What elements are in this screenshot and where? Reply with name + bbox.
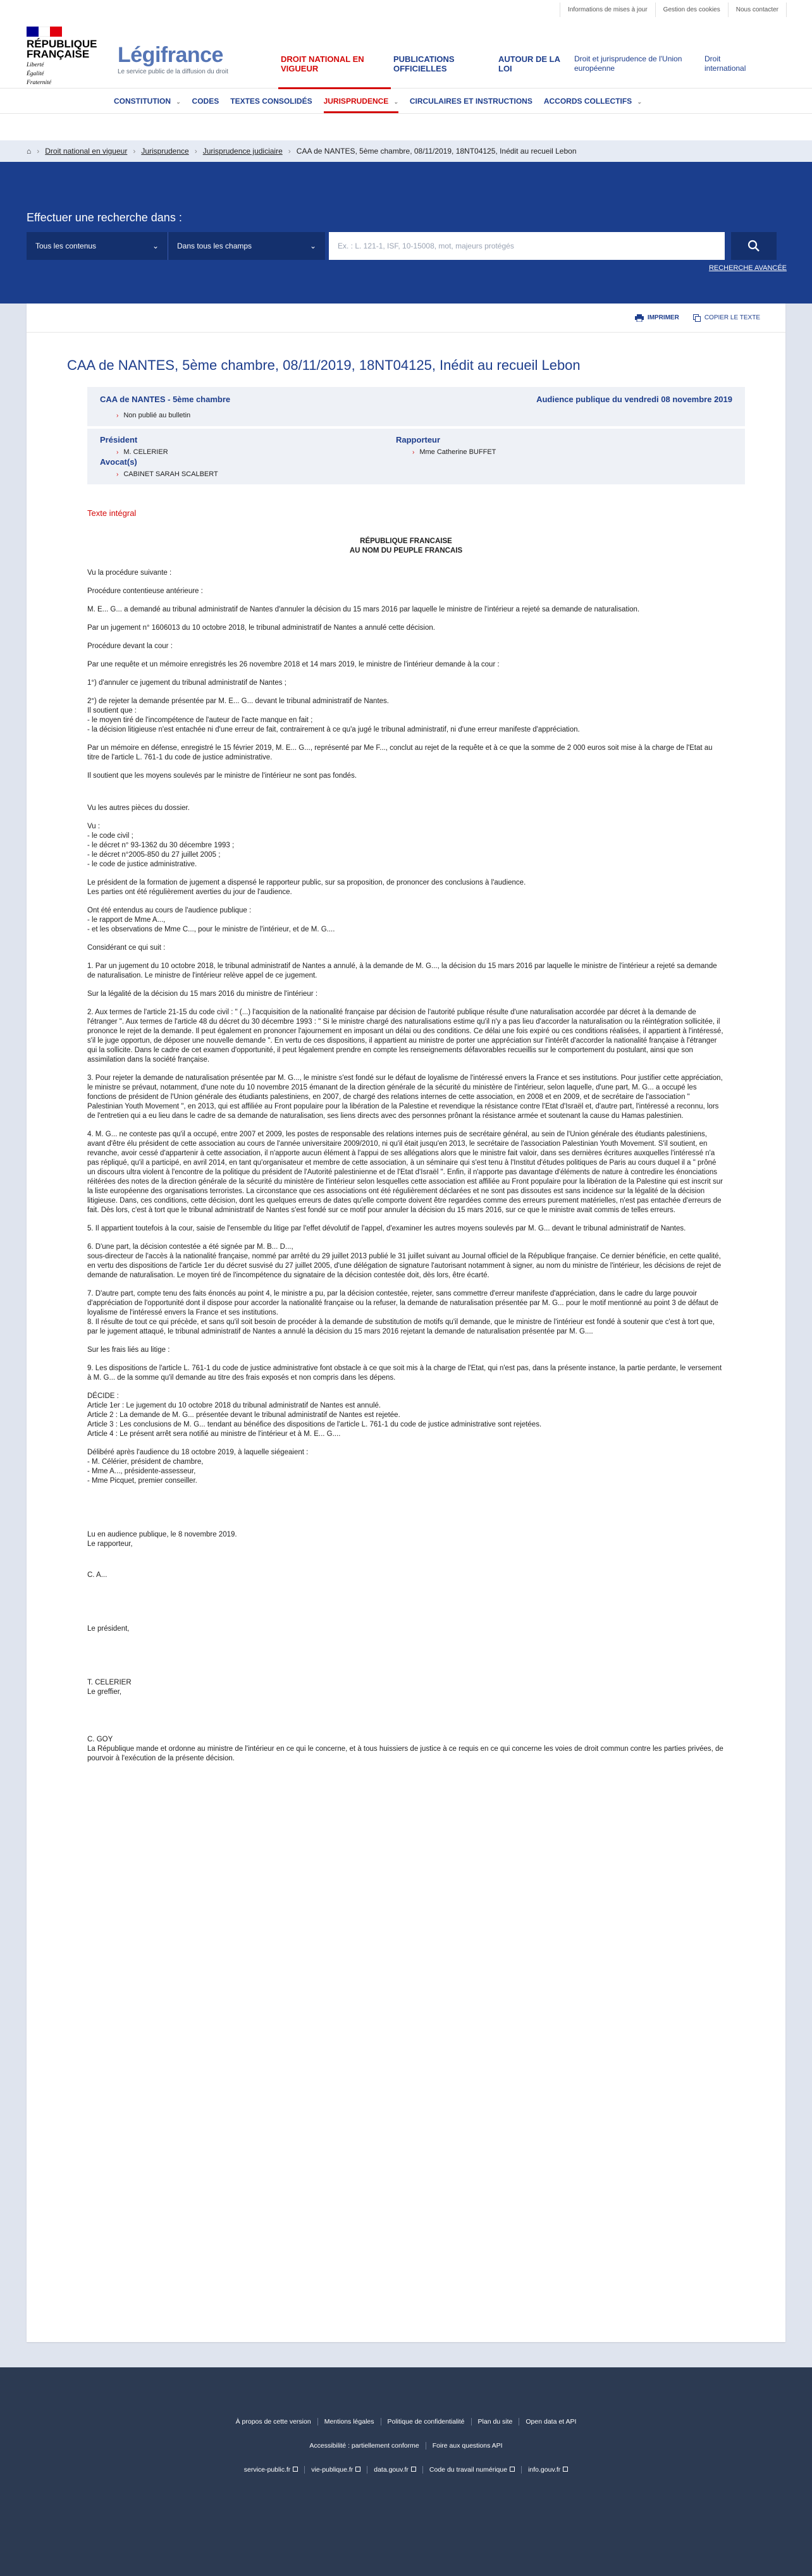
- search-input[interactable]: Ex. : L. 121-1, ISF, 10-15008, mot, majeurs protégés: [329, 232, 725, 260]
- brand[interactable]: [118, 43, 228, 75]
- external-link-icon: [355, 2467, 360, 2472]
- nav-autour-loi[interactable]: AUTOUR DE LA LOI: [498, 54, 560, 73]
- search-button[interactable]: [731, 232, 777, 260]
- chevron-right-icon: ›: [412, 449, 415, 456]
- page-title: CAA de NANTES, 5ème chambre, 08/11/2019, 18NT04125, Inédit au recueil Lebon: [67, 357, 581, 373]
- texte-integral-label: Texte intégral: [87, 508, 137, 518]
- updates-link[interactable]: Informations de mises à jour: [560, 3, 656, 17]
- search-title: Effectuer une recherche dans :: [27, 211, 182, 224]
- breadcrumb-separator: ›: [37, 147, 40, 156]
- paragraph: Considérant ce qui suit :: [87, 944, 166, 952]
- breadcrumb-separator: ›: [288, 147, 291, 156]
- republique-francaise-logo[interactable]: [27, 27, 97, 86]
- rapporteur-name: Mme Catherine BUFFET: [419, 448, 496, 456]
- subnav-textes-label: TEXTES CONSOLIDÉS: [230, 96, 312, 106]
- paragraph: 1°) d'annuler ce jugement du tribunal administratif de Nantes ;: [87, 679, 286, 687]
- breadcrumb: [0, 140, 812, 162]
- avocat-label: Avocat(s): [100, 457, 137, 467]
- flag-icon: [27, 27, 62, 37]
- paragraph: 7. D'autre part, compte tenu des faits énoncés au point 4, le ministre a pu, par la décision contestée, rejeter, sans commettre d'erreur manifeste d'appréciation, dans le cadre du large pouvoir d'appréciation de l'opportunité dont il dispose pour accorder la nationalité française ou la refuser, la demande de naturalisation présentée par M. G... pour le motif mentionné au point 3 de défaut de loyalisme de l'intéressé envers la France et ses institutions. 8. Il résulte de tout ce qui précède, et sans qu'il soit besoin de procéder à la demande de substitution de motifs qu'il demande, que le ministre de l'intérieur est fondé à soutenir que c'est à tort que, par le jugement attaqué, le tribunal administratif de Nantes a annulé la décision du 15 mars 2016 rejetant la demande de naturalisation présentée par M. G....: [87, 1290, 718, 1335]
- site-footer: [0, 2367, 812, 2576]
- content-scope-value: Tous les contenus: [35, 242, 97, 250]
- partner-link[interactable]: [305, 2466, 367, 2474]
- paragraph: Il soutient que les moyens soulevés par le ministre de l'intérieur ne sont pas fondés.: [87, 772, 357, 780]
- header-peuple: AU NOM DU PEUPLE FRANCAIS: [349, 547, 463, 555]
- advanced-search-link[interactable]: RECHERCHE AVANCÉE: [708, 264, 787, 272]
- paragraph: 9. Les dispositions de l'article L. 761-1 du code de justice administrative font obstacle à ce que soit mis à la charge de l'Etat, qui n'est pas, dans la présente instance, la partie perdante, le versement à M. G... de la somme qu'il demande au titre des frais exposés et non compris dans les dépens.: [87, 1365, 722, 1382]
- external-link-icon: [411, 2467, 416, 2472]
- rapporteur-block: [396, 435, 496, 460]
- contact-link[interactable]: Nous contacter: [728, 3, 787, 17]
- paragraph: Délibéré après l'audience du 18 octobre 2019, à laquelle siégeaient : - M. Célérier, président de chambre, - Mme A..., présidente-assesseur, - Mme Picquet, premier conseiller.: [87, 1449, 309, 1485]
- footer-link[interactable]: Plan du site: [472, 2418, 520, 2426]
- rf-name-line2: FRANÇAISE: [27, 48, 90, 60]
- brand-title: Légifrance: [118, 43, 223, 67]
- top-links-bar: [0, 0, 812, 19]
- paragraph: Procédure devant la cour :: [87, 642, 173, 650]
- subnav-codes-label: CODES: [192, 96, 219, 106]
- breadcrumb-jurisprudence-judiciaire[interactable]: Jurisprudence judiciaire: [202, 147, 283, 156]
- paragraph: Le président de la formation de jugement a dispensé le rapporteur public, sur sa proposition, de prononcer des conclusions à l'audience. Les parties ont été régulièrement averties du jour de l'audience.: [87, 879, 526, 896]
- chevron-down-icon: ⌄: [637, 98, 642, 105]
- partner-link[interactable]: [238, 2466, 305, 2474]
- document-number: C. GOY La République mande et ordonne au ministre de l'intérieur en ce qui le concerne, et à tous huissiers de justice à ce requis en ce qui concerne les voies de droit commun contre les parties privées, de pourvoir à l'exécution de la présente décision.: [87, 1736, 723, 1762]
- chevron-right-icon: ›: [116, 471, 119, 478]
- search-panel: [0, 162, 812, 304]
- signature-greffier: T. CELERIER Le greffier,: [87, 1679, 132, 1696]
- bulletin-status: [100, 412, 732, 419]
- decision-meta: [87, 387, 745, 426]
- partner-label: Code du travail numérique: [429, 2466, 508, 2474]
- rf-name-line1: RÉPUBLIQUE: [27, 38, 97, 50]
- brand-subtitle: Le service public de la diffusion du droit: [118, 68, 228, 75]
- paragraph: Par une requête et un mémoire enregistrés les 26 novembre 2018 et 14 mars 2019, le ministre de l'intérieur demande à la cour :: [87, 661, 500, 668]
- footer-link[interactable]: Politique de confidentialité: [381, 2418, 472, 2426]
- paragraph: DÉCIDE : Article 1er : Le jugement du 10 octobre 2018 du tribunal administratif de Nantes est annulé. Article 2 : La demande de M. G... présentée devant le tribunal administratif de Nantes est rejetée. Article 3 : Les conclusions de M. G... tendant au bénéfice des dispositions de l'article L. 761-1 du code de justice administrative sont rejetées. Article 4 : Le présent arrêt sera notifié au ministre de l'intérieur et à M. E... G....: [87, 1392, 542, 1438]
- paragraph: Vu les autres pièces du dossier.: [87, 804, 190, 812]
- footer-link[interactable]: Foire aux questions API: [432, 2442, 503, 2450]
- field-scope-select[interactable]: [168, 232, 325, 260]
- rf-motto-egalite: Égalité: [27, 71, 44, 77]
- subnav-circulaires[interactable]: [410, 89, 532, 113]
- president-label: Président: [100, 435, 138, 445]
- paragraph: M. E... G... a demandé au tribunal administratif de Nantes d'annuler la décision du 15 mars 2016 par laquelle le ministre de l'intérieur a rejeté sa demande de naturalisation.: [87, 606, 640, 613]
- bulletin-label: Non publié au bulletin: [123, 412, 191, 419]
- site-header: [0, 19, 812, 89]
- decision-text: [87, 537, 725, 1763]
- signature-president: Le président,: [87, 1625, 130, 1633]
- nav-droit-national[interactable]: DROIT NATIONAL EN VIGUEUR: [278, 43, 391, 89]
- subnav-accords-label: ACCORDS COLLECTIFS: [543, 96, 632, 106]
- copy-text-button[interactable]: [693, 314, 760, 322]
- breadcrumb-current: CAA de NANTES, 5ème chambre, 08/11/2019, 18NT04125, Inédit au recueil Lebon: [296, 147, 577, 156]
- decision-header: [87, 537, 725, 556]
- avocat-name: CABINET SARAH SCALBERT: [123, 470, 218, 478]
- print-icon: [635, 314, 644, 322]
- paragraph: Vu la procédure suivante :: [87, 569, 172, 577]
- footer-link[interactable]: À propos de cette version: [230, 2418, 318, 2426]
- paragraph: 4. M. G... ne conteste pas qu'il a occupé, entre 2007 et 2009, les postes de responsable des relations internes puis de secrétaire général, au sein de l'Union générale des étudiants palestiniens, avant d'être élu président de cette association au cours de l'année universitaire 2009/2010, ni qu'il était jusqu'en 2013, le secrétaire de l'association Palestinian Youth Movement. S'il soutient, en revanche, avoir cessé d'appartenir à cette association, il n'apporte aucun élément à l'appui de ses allégations alors que le ministre fait valoir, dans ses dernières écritures auxquelles l'intéressé n'a pas répliqué, qu'il a participé, en avril 2014, en tant qu'organisateur et membre de cette association, à un séminaire qui s'est tenu à l'Institut d'études politiques de Paris au cours duquel il a " prôné un discours ultra violent à l'encontre de la politique du président de l'Autorité palestinienne et de l'Etat d'Israël ". Enfin, il n'apporte pas davantage d'éléments de nature à contredire les énonciations réitérées des notes de la direction générale de la sécurité du ministère de l'intérieur selon lesquelles cette association est affiliée au Front populaire pour la libération de la Palestine qui est inscrit sur la liste européenne des organisations terroristes. La circonstance que ces associations ont été régulièrement déclarées et ne sont pas dissoutes est sans incidence sur la légalité de la décision litigieuse. Dans, ces conditions, cette décision, dont les quelques erreurs de dates qu'elle comporte doivent être regardées comme des erreurs purement matérielles, n'est pas entachée d'erreurs de fait. Dès lors, c'est à tort que le tribunal administratif de Nantes s'est fondé sur ce motif pour annuler la décision du 15 mars 2016, sur ce que le ministre avait commis de telles erreurs.: [87, 1131, 723, 1214]
- paragraph: 2. Aux termes de l'article 21-15 du code civil : " (...) l'acquisition de la nationalité française par décision de l'autorité publique résulte d'une naturalisation accordée par décret à la demande de l'étranger ". Aux termes de l'article 48 du décret du 30 décembre 1993 : " Si le ministre chargé des naturalisations estime qu'il n'y a pas lieu d'accorder la naturalisation ou la réintégration sollicitée, il prononce le rejet de la demande. Il peut également en prononcer l'ajournement en imposant un délai ou des conditions. Ce délai une fois expiré ou ces conditions réalisées, il appartient à l'intéressé, s'il le juge opportun, de déposer une nouvelle demande ". En vertu de ces dispositions, il appartient au ministre de porter une appréciation sur l'intérêt d'accorder la nationalité française à l'étranger qui la sollicite. Dans le cadre de cet examen d'opportunité, il peut légalement prendre en compte les renseignements défavorables recueillis sur le comportement du postulant, ainsi que son assimilation dans la société française.: [87, 1009, 723, 1064]
- avocat-value: [100, 470, 732, 478]
- paragraph: 1. Par un jugement du 10 octobre 2018, le tribunal administratif de Nantes a annulé, à la demande de M. G..., la décision du 15 mars 2016 par laquelle le ministre de l'intérieur a rejeté sa demande de naturalisation. Le ministre de l'intérieur relève appel de ce jugement.: [87, 962, 717, 979]
- decision-people: [87, 429, 745, 484]
- subnav-constitution-label: CONSTITUTION: [114, 96, 171, 106]
- footer-link[interactable]: Mentions légales: [318, 2418, 381, 2426]
- paragraph: Sur les frais liés au litige :: [87, 1346, 170, 1354]
- chevron-down-icon: ⌄: [152, 242, 159, 250]
- paragraph: 5. Il appartient toutefois à la cour, saisie de l'ensemble du litige par l'effet dévolutif de l'appel, d'examiner les autres moyens soulevés par M. G... devant le tribunal administratif de Nantes.: [87, 1225, 686, 1232]
- nav-union-europeenne[interactable]: Droit et jurisprudence de l'Union européenne: [574, 54, 682, 73]
- chevron-right-icon: ›: [116, 449, 119, 456]
- external-link-icon: [563, 2467, 568, 2472]
- partner-label: info.gouv.fr: [528, 2466, 561, 2474]
- content-area: [0, 304, 812, 2367]
- document-actions: [27, 304, 785, 333]
- footer-link[interactable]: Accessibilité : partiellement conforme: [303, 2442, 426, 2450]
- paragraph: Par un mémoire en défense, enregistré le 15 février 2019, M. E... G..., représenté par Me F..., conclut au rejet de la requête et à ce que la somme de 2 000 euros soit mise à la charge de l'Etat au titre de l'article L. 761-1 du code de justice administrative.: [87, 744, 713, 761]
- subnav-accords[interactable]: [544, 89, 642, 113]
- partner-label: vie-publique.fr: [311, 2466, 354, 2474]
- search-icon: [747, 240, 760, 252]
- content-scope-select[interactable]: [27, 232, 168, 260]
- partner-link[interactable]: [367, 2466, 423, 2474]
- external-link-icon: [510, 2467, 515, 2472]
- signature-rapporteur: Lu en audience publique, le 8 novembre 2019. Le rapporteur,: [87, 1531, 237, 1548]
- home-icon[interactable]: ⌂: [27, 147, 32, 156]
- signature-president-label: C. A...: [87, 1571, 108, 1579]
- partner-link[interactable]: [522, 2466, 574, 2474]
- hearing-date: Audience publique du vendredi 08 novembre 2019: [536, 395, 732, 404]
- footer-partner-links: [0, 2466, 812, 2474]
- sub-nav: [0, 89, 812, 114]
- external-link-icon: [293, 2467, 298, 2472]
- paragraph: Procédure contentieuse antérieure :: [87, 587, 203, 595]
- chevron-down-icon: ⌄: [393, 98, 398, 105]
- main-nav: [278, 43, 763, 89]
- search-row: [27, 232, 785, 260]
- chevron-down-icon: ⌄: [176, 98, 181, 105]
- rf-motto-liberte: Liberté: [27, 62, 44, 68]
- footer-links-row1: [0, 2418, 812, 2426]
- paragraph: 3. Pour rejeter la demande de naturalisation présentée par M. G..., le ministre s'est fondé sur le défaut de loyalisme de l'intéressé envers la France et ses institutions. Pour justifier cette appréciation, le ministre se prévaut, notamment, d'une note du 10 novembre 2015 émanant de la direction générale de la sécurité du ministère de l'intérieur, selon laquelle, d'une part, M. G... a occupé les fonctions de président de l'Union générale des étudiants palestiniens, en 2007, de chargé des relations internes de cette association, en 2008 et en 2009, et de secrétaire de l'association " Palestinian Youth Movement ", en 2013, qui est affiliée au Front populaire pour la libération de la Palestine et revendique la résistance contre l'Etat d'Israël et, d'autre part, l'intéressé a reconnu, lors de l'entretien qui a eu lieu dans le cadre de sa demande de naturalisation, ses liens directs avec des personnes prônant la résistance armée et soutenant la cause du Hamas palestinien.: [87, 1074, 723, 1120]
- copy-label: COPIER LE TEXTE: [704, 314, 760, 321]
- nav-publications[interactable]: PUBLICATIONS OFFICIELLES: [393, 54, 455, 73]
- copy-icon: [693, 314, 701, 322]
- subnav-circulaires-label: CIRCULAIRES ET INSTRUCTIONS: [409, 96, 532, 106]
- header-republique: RÉPUBLIQUE FRANCAISE: [360, 537, 452, 545]
- rapporteur-label: Rapporteur: [396, 435, 441, 445]
- paragraph: Sur la légalité de la décision du 15 mars 2016 du ministre de l'intérieur :: [87, 990, 318, 998]
- partner-label: service-public.fr: [243, 2466, 291, 2474]
- chevron-right-icon: ›: [116, 412, 119, 419]
- cookies-link[interactable]: Gestion des cookies: [655, 3, 729, 17]
- rf-motto-fraternite: Fraternité: [27, 80, 52, 86]
- field-scope-value: Dans tous les champs: [177, 242, 252, 250]
- paragraph: 6. D'une part, la décision contestée a été signée par M. B... D..., sous-directeur de l'accès à la nationalité française, nommé par arrêté du 29 juillet 2013 publié le 31 juillet suivant au Journal officiel de la République française. Ce dernier bénéficie, en cette qualité, en vertu des dispositions de l'article 1er du décret susvisé du 27 juillet 2005, d'une délégation de signature l'autorisant notamment à signer, au nom du ministre de l'intérieur, les décisions de rejet de demande de naturalisation. Le moyen tiré de l'incompétence du signataire de la décision contestée doit, dès lors, être écarté.: [87, 1243, 722, 1279]
- document-card: [27, 304, 785, 2342]
- subnav-codes[interactable]: [192, 89, 219, 113]
- partner-link[interactable]: [423, 2466, 522, 2474]
- breadcrumb-separator: ›: [133, 147, 136, 156]
- subnav-constitution[interactable]: [114, 89, 181, 113]
- breadcrumb-jurisprudence[interactable]: Jurisprudence: [141, 147, 189, 156]
- footer-link[interactable]: Open data et API: [526, 2418, 577, 2426]
- subnav-textes[interactable]: [230, 89, 312, 113]
- print-label: IMPRIMER: [647, 314, 679, 321]
- subnav-jurisprudence[interactable]: [324, 89, 398, 113]
- footer-links-row2: [0, 2442, 812, 2450]
- chevron-down-icon: ⌄: [309, 242, 316, 250]
- breadcrumb-droit-national[interactable]: Droit national en vigueur: [45, 147, 128, 156]
- partner-label: data.gouv.fr: [374, 2466, 409, 2474]
- paragraph: Par un jugement n° 1606013 du 10 octobre 2018, le tribunal administratif de Nantes a annulé cette décision.: [87, 624, 435, 632]
- president-name: M. CELERIER: [123, 448, 168, 456]
- subnav-jurisprudence-label: JURISPRUDENCE: [323, 96, 389, 106]
- nav-international[interactable]: Droit international: [704, 54, 746, 73]
- print-button[interactable]: [635, 314, 679, 322]
- rapporteur-value: [396, 448, 496, 456]
- paragraph: Vu : - le code civil ; - le décret n° 93-1362 du 30 décembre 1993 ; - le décret n°2005-850 du 27 juillet 2005 ; - le code de justice administrative.: [87, 823, 235, 868]
- breadcrumb-separator: ›: [194, 147, 197, 156]
- court-name: CAA de NANTES - 5ème chambre: [100, 395, 231, 404]
- paragraph: 2°) de rejeter la demande présentée par M. E... G... devant le tribunal administratif de Nantes. Il soutient que : - le moyen tiré de l'incompétence de l'auteur de l'acte manque en fait ; - la décision litigieuse n'est entachée ni d'une erreur de fait, contrairement à ce qu'a jugé le tribunal administratif, ni d'une erreur manifeste d'appréciation.: [87, 697, 580, 733]
- paragraph: Ont été entendus au cours de l'audience publique : - le rapport de Mme A..., - et les observations de Mme C..., pour le ministre de l'intérieur, et de M. G....: [87, 907, 335, 933]
